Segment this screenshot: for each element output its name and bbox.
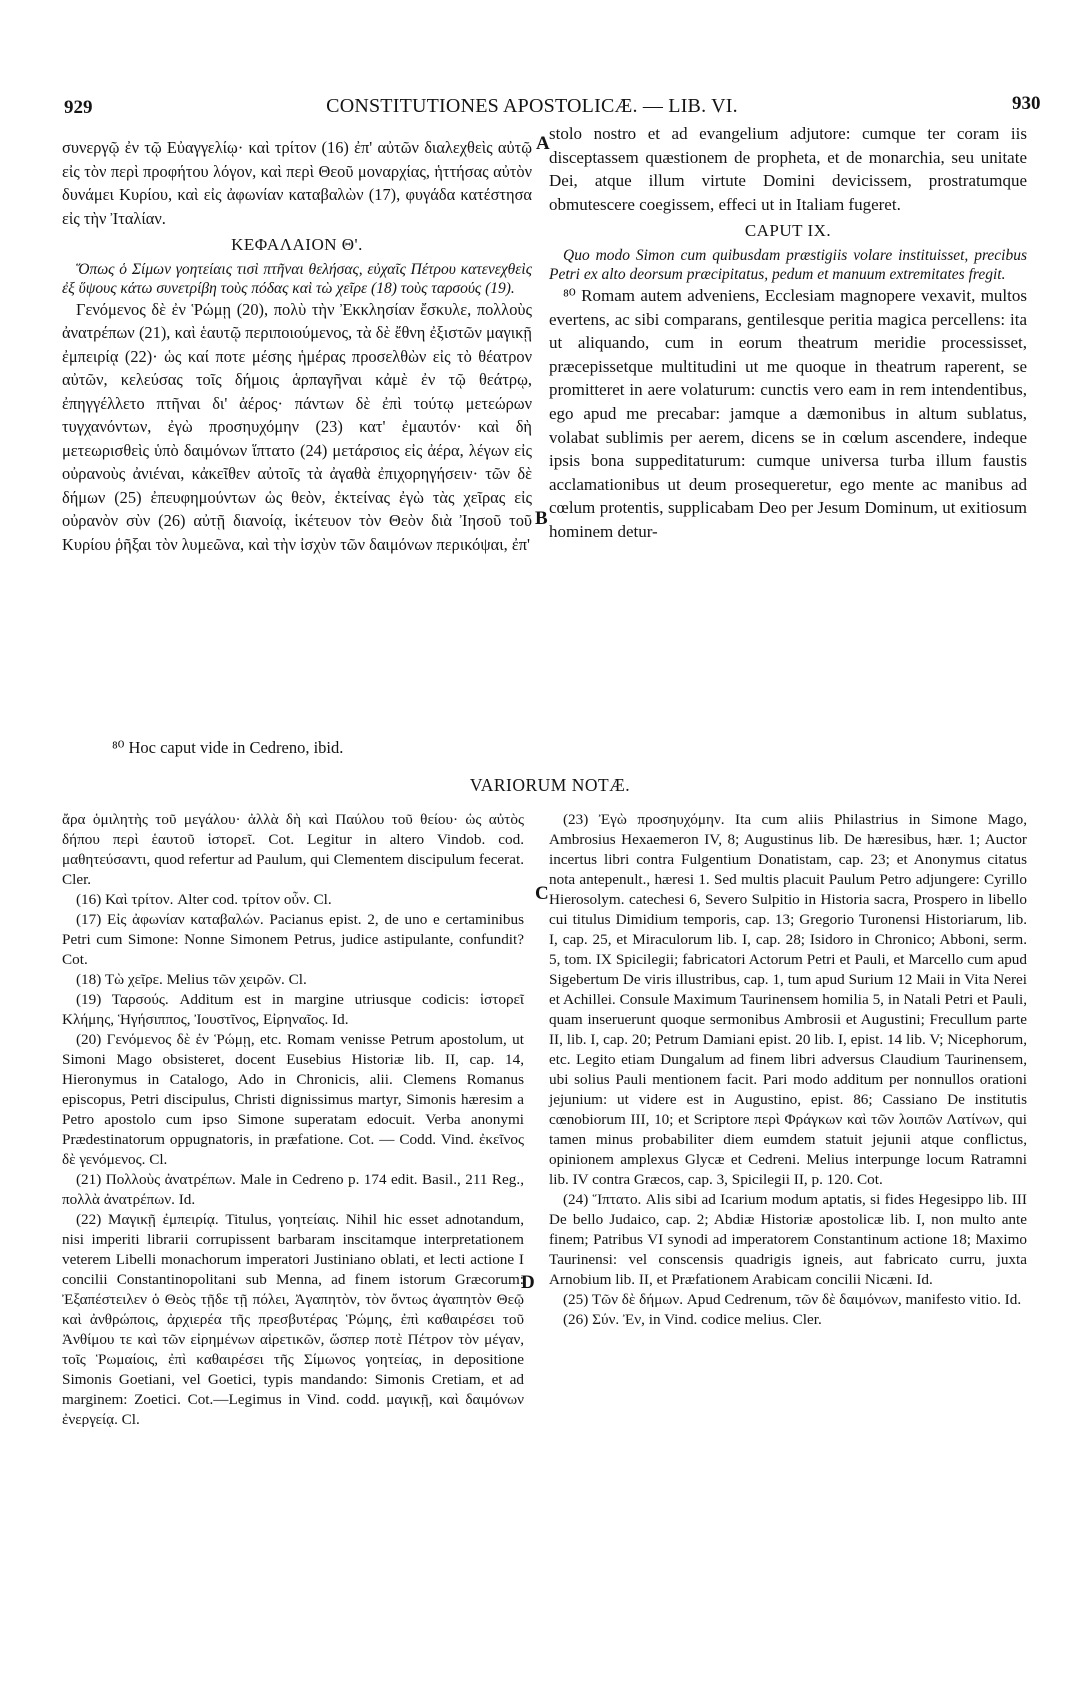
note-paragraph: (20) Γενόμενος δὲ ἐν Ῥώμῃ, etc. Romam venisse Petrum apostolum, ut Simoni Mago obsisteret, docent Eusebius Historiæ lib. II, cap. 14, Hieronymus in Catalogo, Ado in Chronicis, alii. Clemens Romanus episcopus, Petri discipulus, Christi dignissimus martyr, Simonis hæresim a Petro apostolo cum ipso Simone superatam edocuit. Verba anonymi Prædestinatorum oppugnatoris, in præfatione. Cot. — Codd. Vind. ἐκεῖνος δὲ γενόμενος. Cl.	[62, 1031, 524, 1168]
margin-letter-c: C	[535, 883, 549, 904]
note-paragraph: (25) Τῶν δὲ δήμων. Apud Cedrenum, τῶν δὲ δαιμόνων, manifesto vitio. Id.	[563, 1291, 1022, 1308]
notes-left-column	[62, 810, 524, 1430]
note-paragraph: (18) Τὼ χεῖρε. Melius τῶν χειρῶν. Cl.	[76, 971, 307, 988]
note-paragraph: ἄρα ὁμιλητὴς τοῦ μεγάλου· ἀλλὰ δὴ καὶ Παύλου τοῦ θείου· ὡς αὐτὸς δήπου περὶ ἑαυτοῦ ἱστορεῖ. Cot. Legitur in altero Vindob. cod. μαθητεύσαντι, quod refertur ad Paulum, qui Clementem discipulum fecerat. Cler.	[62, 811, 524, 888]
latin-intro-paragraph: stolo nostro et ad evangelium adjutore: cumque ter coram iis disceptassem quæstionem de propheta, et de monarchia, seu unitate Dei, atque illum virtute Domini devicissem, prostratumque obmutescere coegissem, effeci ut in Italiam fugeret.	[549, 124, 1027, 214]
note-paragraph: (16) Καὶ τρίτον. Alter cod. τρίτον οὖν. Cl.	[76, 891, 332, 908]
greek-body-paragraph: Γενόμενος δὲ ἐν Ῥώμῃ (20), πολὺ τὴν Ἐκκλησίαν ἔσκυλε, πολλοὺς ἀνατρέπων (21), καὶ ἑαυτῷ περιποιούμενος, τὰ δὲ ἔθνη ἐξιστῶν μαγικῇ ἐμπειρίᾳ (22)· ὡς καί ποτε μέσης ἡμέρας προσελθὼν εἰς τὸ θέατρον αὐτῶν, κελεύσας τοῖς δήμοις ἁρπαγῆναι κἀμὲ ἐν τῷ θεάτρῳ, ἐπηγγέλλετο πτῆναι δι' ἀέρος· πάντων δὲ ἐπὶ τούτῳ μετεώρων τυγχανόντων, ἐγὼ προσηυχόμην (23) κατ' ἐμαυτόν· καὶ δὴ μετεωρισθεὶς ὑπὸ δαιμόνων ἵπτατο (24) μετάρσιος εἰς ἀέρα, λέγων εἰς οὐρανοὺς ἀνιέναι, κἀκεῖθεν αὐτοῖς τὰ ἀγαθὰ ἐπιχορηγήσειν· τῶν δὲ δήμων (25) ἐπευφημούντων ὡς θεὸν, ἐκτείνας ἐγὼ τὰς χεῖρας εἰς οὐρανὸν σὺν (26) αὐτῇ διανοίᾳ, ἱκέτευον τὸν Θεὸν διὰ Ἰησοῦ τοῦ Κυρίου ῥῆξαι τὸν λυμεῶνα, καὶ τὴν ἰσχὺν τῶν δαιμόνων περικόψαι, ἐπ'	[62, 299, 532, 554]
note-paragraph: (21) Πολλοὺς ἀνατρέπων. Male in Cedreno p. 174 edit. Basil., 211 Reg., πολλὰ ἀνατρέπων. Id.	[62, 1171, 524, 1208]
running-head: CONSTITUTIONES APOSTOLICÆ. — LIB. VI.	[326, 95, 738, 117]
greek-text-column	[62, 136, 532, 556]
page-number-right: 930	[1012, 93, 1041, 114]
margin-letter-b: B	[535, 508, 548, 529]
latin-text-column	[549, 122, 1027, 544]
footnote: ⁸⁰ Hoc caput vide in Cedreno, ibid.	[112, 738, 344, 757]
latin-chapter-summary: Quo modo Simon cum quibusdam præstigiis volare instituisset, precibus Petri ex alto deorsum præcipitatus, pedum et manuum extremitates fregit.	[549, 246, 1027, 283]
greek-intro-paragraph: συνεργῷ ἐν τῷ Εὐαγγελίῳ· καὶ τρίτον (16) ἐπ' αὐτῶν διαλεχθεὶς αὐτῷ εἰς τὸν περὶ προφήτου λόγον, καὶ περὶ Θεοῦ μοναρχίας, ἡττήσας αὐτὸν δυνάμει Κυρίου, καὶ εἰς ἀφωνίαν καταβαλὼν (17), φυγάδα κατέστησα εἰς τὴν Ἰταλίαν.	[62, 138, 532, 228]
greek-chapter-summary: Ὅπως ὁ Σίμων γοητείαις τισὶ πτῆναι θελήσας, εὐχαῖς Πέτρου κατενεχθεὶς ἐξ ὕψους κάτω συνετρίβη τοὺς πόδας καὶ τὼ χεῖρε (18) τοὺς ταρσούς (19).	[62, 260, 532, 297]
note-paragraph: (26) Σύν. Ἐν, in Vind. codice melius. Cler.	[563, 1311, 822, 1328]
latin-chapter-heading: CAPUT IX.	[744, 221, 832, 241]
margin-letter-a: A	[536, 133, 550, 154]
margin-letter-d: D	[521, 1272, 535, 1293]
greek-chapter-heading: ΚΕΦΑΛΑΙΟΝ Θ'.	[231, 235, 363, 254]
note-paragraph: (23) Ἐγὼ προσηυχόμην. Ita cum aliis Philastrius in Simone Mago, Ambrosius Hexaemeron IV, 8; Augustinus lib. De hæresibus, hær. 1; Auctor incertus libri contra Fulgentium Donatistam, cap. 23; et Anonymus citatus nota antepenult., hæresi 1. Sed multis placuit Paulum Petro adjungere: Cyrillo Hierosolym. catechesi 6, Severo Sulpitio in Historia sacra, Prospero in libello cui titulus Dimidium temporis, cap. 13; Gregorio Turonensi Historiarum, lib. I, cap. 25, et Miraculorum lib. I, cap. 28; Isidoro in Chronico; Abboni, serm. 5, tom. IX Spicilegii; fabricatori Actorum Petri et Pauli, et Marcello cum apud Sigebertum De viris illustribus, cap. 1, tum apud Surium 12 Maii in Vita Nerei et Achillei. Consule Maximum Taurinensem homilia 5, in Natali Petri et Pauli, quam inseruerunt quoque sermonibus Ambrosii et Augustini; Frecullum parte II, lib. I, cap. 20; Petrum Damiani epist. 20 lib. I, epist. 14 lib. V; Nicephorum, etc. Legito etiam Dungalum ad finem libri adversus Claudium Taurinensem, ubi solius Pauli mentionem facit. Pari modo additum per nonnullos orationi jejunium: ut videre est in Augustino, epist. 86; Cassiano De institutis cœnobiorum III, 10; et Scriptore περὶ Φράγκων καὶ τῶν λοιπῶν Λατίνων, qui tamen minus probabiliter diem eumdem statuit jejunii atque conflictus, opinionem amplexus Glycæ et Cedreni. Melius interpunge locum Ratramni lib. IV contra Græcos, cap. 3, Spicilegii II, p. 120. Cot.	[549, 811, 1027, 1188]
page-number-left: 929	[64, 97, 93, 118]
note-paragraph: (17) Εἰς ἀφωνίαν καταβαλών. Pacianus epist. 2, de uno e certaminibus Petri cum Simone: Nonne Simonem Petrus, judice astipulante, confundit? Cot.	[62, 911, 524, 968]
notes-heading: VARIORUM NOTÆ.	[469, 775, 631, 795]
latin-body-paragraph: ⁸⁰ Romam autem adveniens, Ecclesiam magnopere vexavit, multos evertens, ac sibi comparans, gentilesque peritia magica percellens: ita ut aliquando, cum in eorum theatrum meridie processisset, præcepissetque multitudini ut me quoque in theatrum raperent, se promitteret in aere volaturum: cunctis vero eam in rem intendentibus, ego apud me precabar: jamque a dæmonibus in altum sublatus, volabat sublimis per aerem, dicens se in cœlum ascendere, indeque ipsis bona suppeditaturum: cumque universa turba illum faustis acclamationibus ut deum prosequeretur, ego mente ac manibus ad cœlum protentis, supplicabam Deo per Jesum Dominum, ut exitiosum hominem detur-	[549, 285, 1027, 541]
note-paragraph: (22) Μαγικῇ ἐμπειρίᾳ. Titulus, γοητείαις. Nihil hic esset adnotandum, nisi imperiti librarii corrupissent barbaram inscitamque interpretationem veterem Libelli monachorum imperatori Justiniano oblati, et lecti actione I concilii Constantinopolitani sub Menna, ad finem istorum Græcorum: Ἐξαπέστειλεν ὁ Θεὸς τῇδε τῇ πόλει, Ἀγαπητὸν, τὸν ὄντως ἀγαπητὸν Θεῷ καὶ ἀνθρώποις, ἀρχιερέα τῆς πρεσβυτέρας Ῥώμης, ἐπὶ καθαιρέσει τοῦ Ἀνθίμου τε καὶ τῶν εἰρημένων αἱρετικῶν, ὥσπερ ποτὲ Πέτρον τὸν μέγαν, τοῖς Ῥωμαίοις, ἐπὶ καθαιρέσει τῆς Σίμωνος γοητείας, in depositione Simonis Goetiani, vel Goetici, typis mandando: Simonis Cretiam, et ad marginem: Zoetici. Cot.—Legimus in Vind. codd. μαγικῇ, καὶ δαιμόνων ἐνεργείᾳ. Cl.	[62, 1211, 524, 1428]
notes-right-column	[549, 810, 1027, 1330]
note-paragraph: (24) Ἵπτατο. Alis sibi ad Icarium modum aptatis, si fides Hegesippo lib. III De bello Judaico, cap. 2; Abdiæ Historiæ apostolicæ lib. I, non multo ante finem; Patribus VI synodi ad imperatorem Constantinum actione 18; Maximo Taurinensi: vel conscensis quadrigis igneis, aut fabricato curru, juxta Arnobium lib. II, et Præfationem Arabicam concilii Nicæni. Id.	[549, 1191, 1027, 1288]
note-paragraph: (19) Ταρσούς. Additum est in margine utriusque codicis: ἱστορεῖ Κλήμης, Ἡγήσιππος, Ἰουστῖνος, Εἰρηναῖος. Id.	[62, 991, 524, 1028]
